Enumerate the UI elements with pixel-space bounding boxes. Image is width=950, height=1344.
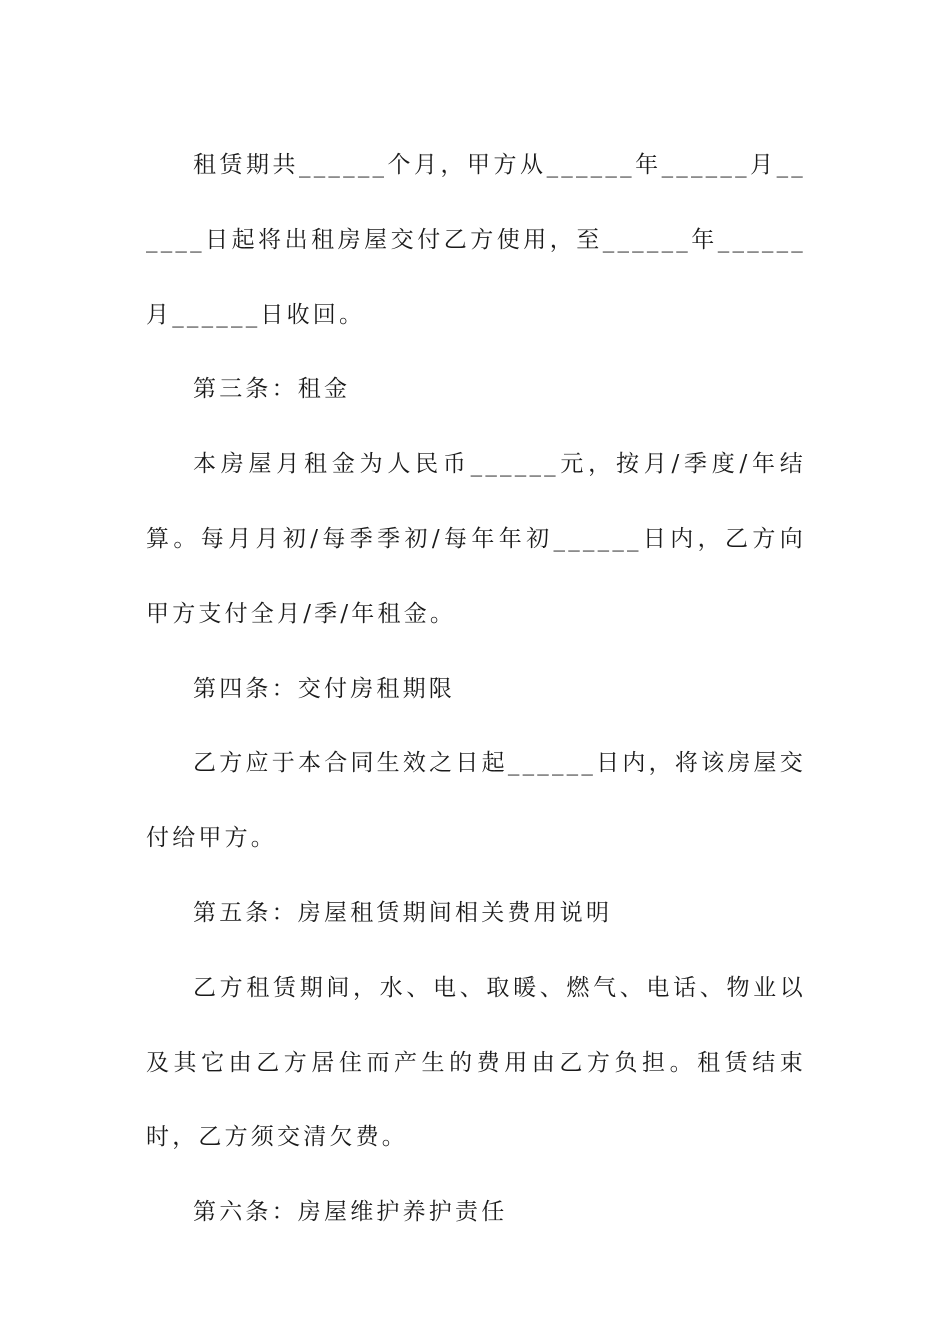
article-6-heading: 第六条：房屋维护养护责任 [193,1199,508,1226]
fees-paragraph: 乙方租赁期间，水、电、取暖、燃气、电话、物业以及其它由乙方居住而产生的费用由乙方负担。租赁结束时，乙方须交清欠费。 [146,974,806,1151]
article-5-heading: 第五条：房屋租赁期间相关费用说明 [193,899,613,926]
lease-term-paragraph: 租赁期共______个月，甲方从______年______月______日起将出租房屋交付乙方使用，至______年______月______日收回。 [146,152,806,328]
article-4-heading: 第四条：交付房租期限 [193,675,455,702]
document-body [146,128,806,1250]
rent-paragraph: 本房屋月租金为人民币______元，按月/季度/年结算。每月月初/每季季初/每年年初______日内，乙方向甲方支付全月/季/年租金。 [146,451,806,627]
delivery-paragraph: 乙方应于本合同生效之日起______日内，将该房屋交付给甲方。 [146,750,806,852]
article-3-heading: 第三条：租金 [193,376,351,403]
